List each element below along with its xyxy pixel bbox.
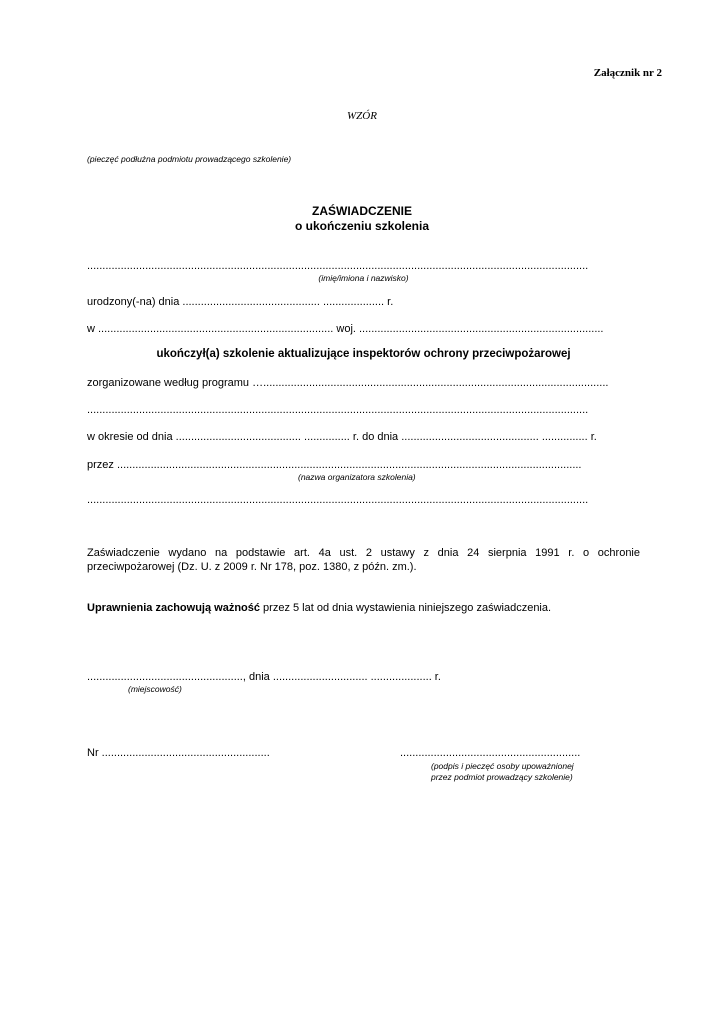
annex-label: Załącznik nr 2 [593, 67, 662, 79]
number-line: Nr ....................................................... [87, 747, 270, 759]
place-caption: (miejscowość) [128, 684, 182, 694]
validity-text: przez 5 lat od dnia wystawienia niniejszego zaświadczenia. [260, 602, 552, 614]
validity-paragraph [87, 601, 640, 615]
signature-caption: przez podmiot prowadzący szkolenie) [431, 772, 573, 782]
stamp-caption: (pieczęć podłużna podmiotu prowadzącego szkolenie) [87, 154, 292, 164]
organizer-line: przez ........................................................................................................................................................ [87, 459, 582, 471]
name-line: .................................................................................................................................................................... [87, 260, 589, 272]
signature-line: ........................................................... [400, 747, 581, 759]
signature-caption: (podpis i pieczęć osoby upoważnionej [431, 761, 574, 771]
blank-line: .................................................................................................................................................................... [87, 404, 589, 416]
organizer-caption: (nazwa organizatora szkolenia) [298, 472, 416, 482]
period-line: w okresie od dnia ......................................... ............... r. do dnia ............................................. ............... r. [87, 431, 597, 443]
template-label: WZÓR [347, 110, 377, 122]
name-caption: (imię/imiona i nazwisko) [318, 273, 409, 283]
legal-basis-paragraph: Zaświadczenie wydano na podstawie art. 4a ust. 2 ustawy z dnia 24 sierpnia 1991 r. o ochronie przeciwpożarowej (Dz. U. z 2009 r. Nr 178, poz. 1380, z późn. zm.). [87, 547, 640, 573]
place-date-line: ..................................................., dnia ............................... .................... r. [87, 671, 441, 683]
validity-bold-text: Uprawnienia zachowują ważność [87, 602, 260, 614]
course-heading: ukończył(a) szkolenie aktualizujące inspektorów ochrony przeciwpożarowej [156, 348, 571, 360]
birth-place-line: w ............................................................................. woj. ................................................................................ [87, 323, 604, 335]
document-subtitle: o ukończeniu szkolenia [294, 219, 430, 233]
document-title: ZAŚWIADCZENIE [312, 204, 412, 218]
program-line: zorganizowane według programu …................................................................................................................. [87, 377, 609, 389]
birth-date-line: urodzony(-na) dnia ............................................. .................... r. [87, 296, 394, 308]
blank-line: .................................................................................................................................................................... [87, 494, 589, 506]
